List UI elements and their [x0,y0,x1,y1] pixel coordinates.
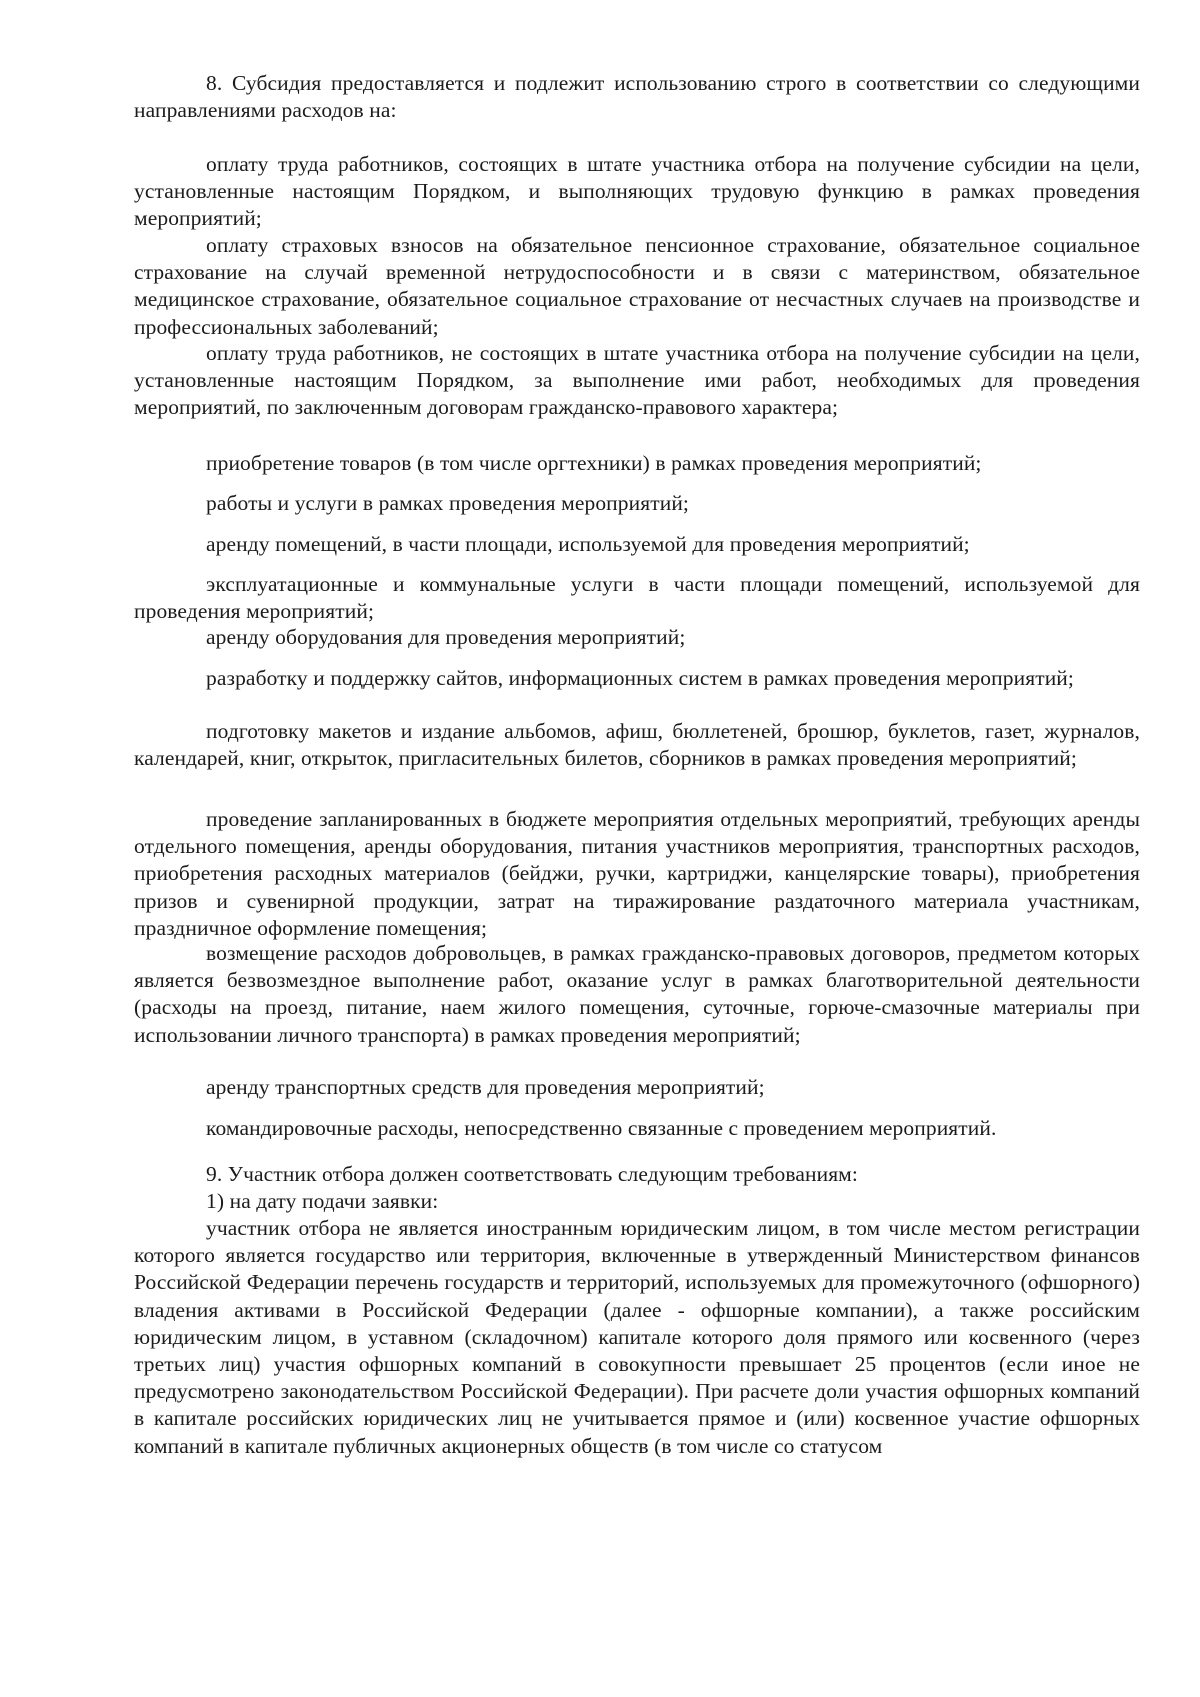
paragraph-events: проведение запланированных в бюджете мероприятия отдельных мероприятий, требующих аренды отдельного помещения, аренды оборудования, питания участников мероприятия, транспортных расходов, приобретения расходных материалов (бейджи, ручки, картриджи, канцелярские товары), приобретения призов и сувенирной продукции, затрат на тиражирование раздаточного материала участникам, праздничное оформление помещения; [134,807,1140,940]
paragraph-equipment-rent: аренду оборудования для проведения мероприятий; [206,625,686,649]
paragraph-labor-contract: оплату труда работников, не состоящих в штате участника отбора на получение субсидии на цели, установленные настоящим Порядком, за выполнение ими работ, необходимых для проведения мероприятий, по заключенным договорам гражданско-правового характера; [134,341,1140,420]
paragraph-9-item-1: 1) на дату подачи заявки: [206,1189,439,1213]
paragraph-labor-staff: оплату труда работников, состоящих в штате участника отбора на получение субсидии на цели, установленные настоящим Порядком, и выполняющих трудовую функцию в рамках проведения мероприятий; [134,152,1140,231]
paragraph-websites: разработку и поддержку сайтов, информационных систем в рамках проведения мероприятий; [206,666,1074,690]
paragraph-vehicle-rent: аренду транспортных средств для проведения мероприятий; [206,1075,765,1099]
paragraph-9-intro: 9. Участник отбора должен соответствовать следующим требованиям: [206,1162,858,1186]
paragraph-offshore: участник отбора не является иностранным юридическим лицом, в том числе местом регистрации которого является государство или территория, включенные в утвержденный Министерством финансов Российской Федерации перечень государств и территорий, используемых для промежуточного (офшорного) владения активами в Российской Федерации (далее - офшорные компании), а также российским юридическим лицом, в уставном (складочном) капитале которого доля прямого или косвенного (через третьих лиц) участия офшорных компаний в совокупности превышает 25 процентов (если иное не предусмотрено законодательством Российской Федерации). При расчете доли участия офшорных компаний в капитале российских юридических лиц не учитывается прямое и (или) косвенное участие офшорных компаний в капитале публичных акционерных обществ (в том числе со статусом [134,1216,1140,1458]
paragraph-utilities: эксплуатационные и коммунальные услуги в части площади помещений, используемой для проведения мероприятий; [134,572,1140,624]
paragraph-8-intro: 8. Субсидия предоставляется и подлежит использованию строго в соответствии со следующими направлениями расходов на: [134,71,1140,123]
paragraph-insurance: оплату страховых взносов на обязательное пенсионное страхование, обязательное социальное страхование на случай временной нетрудоспособности и в связи с материнством, обязательное медицинское страхование, обязательное социальное страхование от несчастных случаев на производстве и профессиональных заболеваний; [134,233,1140,339]
paragraph-printing: подготовку макетов и издание альбомов, афиш, бюллетеней, брошюр, буклетов, газет, журналов, календарей, книг, открыток, пригласительных билетов, сборников в рамках проведения мероприятий; [134,719,1140,771]
paragraph-works-services: работы и услуги в рамках проведения мероприятий; [206,491,690,515]
paragraph-premises-rent: аренду помещений, в части площади, используемой для проведения мероприятий; [206,532,970,556]
paragraph-goods: приобретение товаров (в том числе оргтехники) в рамках проведения мероприятий; [206,451,982,475]
paragraph-travel: командировочные расходы, непосредственно связанные с проведением мероприятий. [206,1116,997,1140]
paragraph-volunteers: возмещение расходов добровольцев, в рамках гражданско-правовых договоров, предметом которых является безвозмездное выполнение работ, оказание услуг в рамках благотворительной деятельности (расходы на проезд, питание, наем жилого помещения, суточные, горюче-смазочные материалы при использовании личного транспорта) в рамках проведения мероприятий; [134,941,1140,1047]
